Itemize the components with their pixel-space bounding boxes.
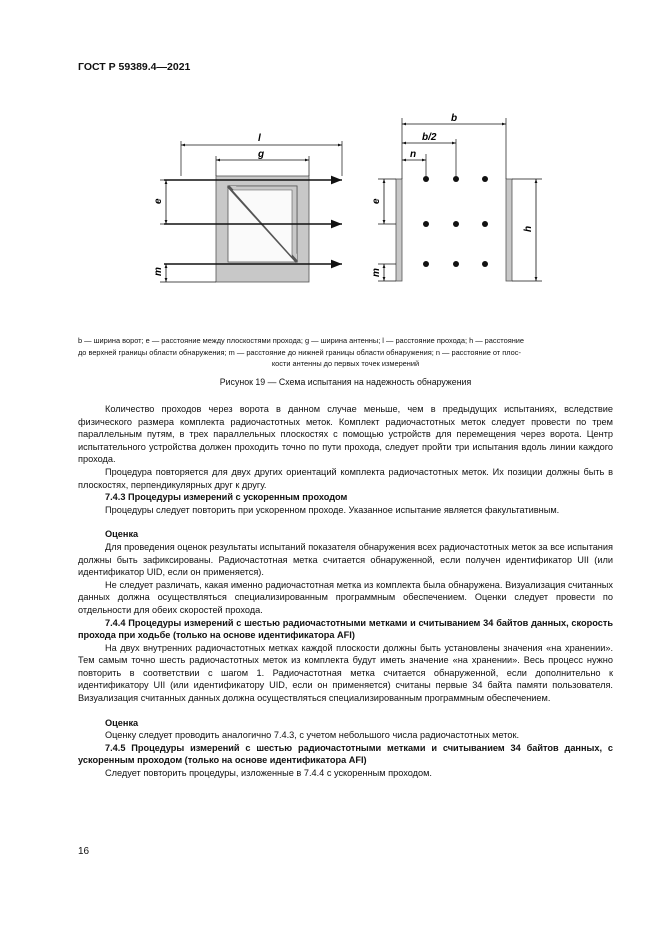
evaluation-heading: Оценка	[105, 717, 139, 728]
label-l: l	[258, 133, 261, 144]
paragraph: На двух внутренних радиочастотных метках каждой плоскости должны быть установлены значения «на хранении». Тем самым точно шесть радиочастотных меток из комплекта будут иметь значение «на хранении». Весь процесс нужно повторить в соответствии с шагом 1. Радиочастотная метка считается обнаруженной, если дополнительно к идентификатору UII (или идентификатору UID, если он применяется) считаны первые 34 байта памяти пользователя. Визуализация считанных данных должна осуществляться специализированным программным обеспечением.	[78, 642, 613, 704]
page-number: 16	[78, 846, 90, 857]
legend-line-2: до верхней границы области обнаружения; m — расстояние до нижней границы области обнаружения; n — расстояние от плос-	[78, 347, 521, 357]
document-header: ГОСТ Р 59389.4—2021	[78, 61, 191, 73]
label-n: n	[410, 149, 417, 160]
antenna-left-panel	[396, 179, 402, 281]
section-heading-7-4-4: 7.4.4 Процедуры измерений с шестью радиочастотными метками и считыванием 34 байтов данных, скорость прохода при ходьбе (только на основе идентификатора AFI)	[78, 617, 613, 641]
evaluation-heading: Оценка	[105, 529, 139, 540]
paragraph: Процедуры следует повторить при ускоренном проходе. Указанное испытание является факультативным.	[105, 504, 560, 515]
paragraph: Количество проходов через ворота в данном случае меньше, чем в предыдущих испытаниях, вследствие физического размера комплекта радиочастотных меток. Комплект радиочастотных меток следует провести по трем параллельным путям, в трех параллельных плоскостях с помощью устройств для перемещения через ворота. Центр испытательного устройства должен проходить точно по пути прохода, следует пройти три испытания вдоль линии каждого прохода.	[78, 404, 613, 465]
paragraph: Не следует различать, какая именно радиочастотная метка из комплекта была обнаружена. Визуализация считанных данных должна осуществляться специализированным программным обеспечением. Оценки следует провести по отдельности для обеих скоростей прохода.	[78, 579, 613, 615]
paragraph: Следует повторить процедуры, изложенные в 7.4.4 с ускоренным проходом.	[105, 768, 432, 779]
label-e-right: e	[371, 198, 382, 204]
figure-legend	[78, 335, 613, 370]
paragraph: Оценку следует проводить аналогично 7.4.3, с учетом небольшого числа радиочастотных меток.	[105, 730, 520, 741]
figure-caption: Рисунок 19 — Схема испытания на надежность обнаружения	[219, 377, 472, 387]
antenna-side-view	[216, 176, 309, 282]
label-m-left: m	[153, 267, 164, 276]
label-e-left: e	[153, 198, 164, 204]
label-h: h	[523, 225, 534, 232]
section-heading-7-4-3: 7.4.3 Процедуры измерений с ускоренным проходом	[105, 492, 348, 503]
legend-line-1: b — ширина ворот; e — расстояние между плоскостями прохода; g — ширина антенны; l — расстояние прохода; h — расстояние	[78, 336, 525, 345]
section-heading-7-4-5: 7.4.5 Процедуры измерений с шестью радиочастотными метками и считыванием 34 байтов данных, с ускоренным проходом (только на основе идентификатора AFI)	[78, 742, 613, 766]
label-m-right: m	[371, 268, 382, 277]
label-g: g	[258, 149, 265, 160]
antenna-right-panel	[506, 179, 512, 281]
measurement-points	[423, 176, 488, 267]
label-b: b	[451, 113, 458, 124]
label-b-half: b/2	[422, 132, 437, 143]
paragraph: Процедура повторяется для двух других ориентаций комплекта радиочастотных меток. Их позиции должны быть в плоскостях, перпендикулярных друг к другу.	[78, 466, 613, 490]
detection-test-diagram	[0, 0, 661, 330]
paragraph: Для проведения оценок результаты испытаний показателя обнаружения всех радиочастотных меток за все испытания должны быть зафиксированы. Радиочастотная метка считается обнаруженной, если получен идентификатор UII (или идентификатор UID, если он применяется).	[78, 541, 613, 578]
document-body	[78, 403, 613, 780]
legend-line-3: кости антенны до первых точек измерений	[271, 359, 420, 369]
